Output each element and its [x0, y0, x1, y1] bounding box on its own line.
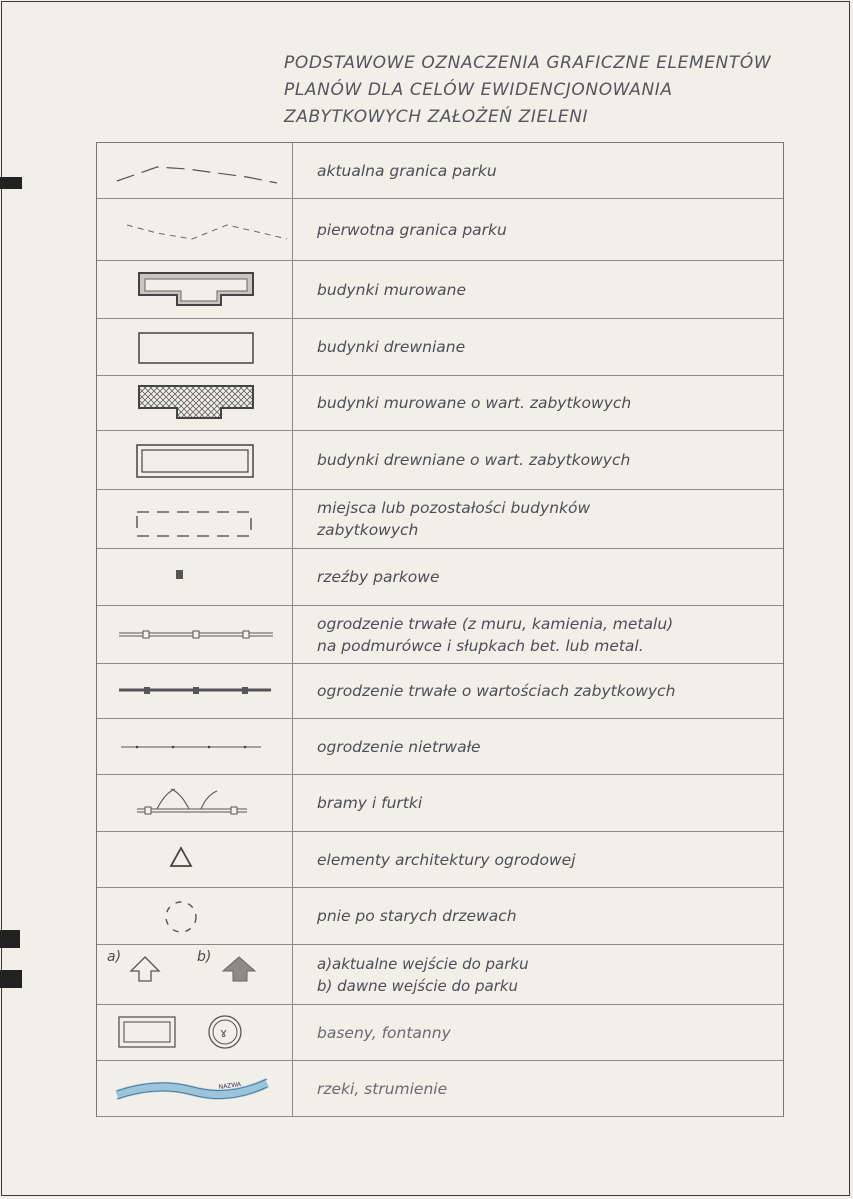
legend-row	[97, 199, 783, 261]
legend-row	[97, 775, 783, 832]
label-b: b)	[197, 949, 212, 965]
legend-description	[293, 279, 466, 301]
scan-mark	[0, 177, 22, 189]
legend-row	[97, 376, 783, 431]
legend-row	[97, 888, 783, 945]
legend-text: a)aktualne wejście do parku	[317, 954, 529, 973]
legend-text: b) dawne wejście do parku	[317, 976, 519, 995]
legend-text: budynki drewniane	[317, 338, 466, 356]
legend-text: aktualna granica parku	[317, 161, 497, 180]
legend-description	[293, 497, 590, 541]
legend-text: ogrodzenie trwałe (z muru, kamienia, metalu)	[317, 614, 674, 633]
legend-row	[97, 490, 783, 549]
legend-text: zabytkowych	[317, 521, 419, 539]
title-line-2: PLANÓW DLA CELÓW EWIDENCJONOWANIA	[284, 80, 673, 100]
historic-fence-symbol	[97, 664, 293, 718]
original-boundary-symbol	[97, 199, 293, 260]
legend-description	[293, 449, 630, 471]
label-a: a)	[107, 949, 122, 965]
legend-description	[293, 566, 440, 588]
legend-text: baseny, fontanny	[317, 1023, 451, 1042]
legend-row	[97, 1061, 783, 1117]
legend-description	[293, 736, 481, 758]
page-title	[284, 50, 844, 131]
svg-text:ɤ: ɤ	[220, 1026, 228, 1040]
legend-description	[293, 953, 529, 997]
legend-description	[293, 680, 675, 702]
legend-row	[97, 549, 783, 606]
legend-text: budynki drewniane o wart. zabytkowych	[317, 451, 631, 469]
legend-row	[97, 319, 783, 376]
legend-text: na podmurówce i słupkach bet. lub metal.	[317, 636, 644, 655]
sculpture-symbol	[97, 549, 293, 605]
permanent-fence-symbol	[97, 606, 293, 663]
garden-architecture-symbol	[97, 832, 293, 887]
legend-row	[97, 1005, 783, 1061]
title-line-3: ZABYTKOWYCH ZAŁOŻEŃ ZIELENI	[284, 107, 589, 127]
legend-text: bramy i furtki	[317, 794, 423, 812]
former-entrance-arrow-icon	[223, 957, 255, 981]
river-name-label: NAZWA	[218, 1080, 242, 1091]
legend-row	[97, 945, 783, 1005]
legend-description	[293, 219, 507, 241]
legend-description	[293, 905, 517, 927]
historic-wooden-building-symbol	[97, 431, 293, 489]
legend-text: rzeźby parkowe	[317, 568, 440, 586]
legend-description	[293, 1022, 451, 1044]
legend-text: miejsca lub pozostałości budynków	[317, 499, 591, 517]
gates-symbol	[97, 775, 293, 831]
legend-text: ogrodzenie nietrwałe	[317, 737, 481, 756]
legend-row	[97, 143, 783, 199]
legend-text: budynki murowane	[317, 280, 467, 299]
historic-masonry-building-symbol	[97, 376, 293, 430]
legend-description	[293, 392, 631, 414]
title-line-1: PODSTAWOWE OZNACZENIA GRAFICZNE ELEMENTÓW	[284, 53, 772, 73]
stumps-symbol	[97, 888, 293, 944]
legend-description	[293, 160, 497, 182]
wooden-building-symbol	[97, 319, 293, 375]
scan-mark	[0, 970, 22, 988]
legend-text: budynki murowane o wart. zabytkowych	[317, 394, 632, 412]
legend-description	[293, 1078, 447, 1100]
legend-text: ogrodzenie trwałe o wartościach zabytkowych	[317, 682, 676, 700]
legend-row	[97, 431, 783, 490]
legend-row	[97, 719, 783, 775]
legend-text: rzeki, strumienie	[317, 1079, 448, 1098]
legend-text: pierwotna granica parku	[317, 220, 507, 239]
temporary-fence-symbol	[97, 719, 293, 774]
scan-mark	[0, 930, 20, 948]
legend-description	[293, 792, 422, 814]
building-remains-symbol	[97, 490, 293, 548]
legend-text: elementy architektury ogrodowej	[317, 850, 576, 869]
legend-table	[96, 142, 784, 1117]
legend-description	[293, 336, 465, 358]
rivers-symbol	[97, 1061, 293, 1116]
legend-row	[97, 606, 783, 664]
masonry-building-symbol	[97, 261, 293, 318]
legend-row	[97, 261, 783, 319]
legend-description	[293, 849, 576, 871]
legend-row	[97, 664, 783, 719]
current-boundary-symbol	[97, 143, 293, 198]
current-entrance-arrow-icon	[131, 957, 159, 981]
legend-text: pnie po starych drzewach	[317, 907, 517, 925]
entrance-arrows-symbol	[97, 945, 293, 1004]
pools-fountains-symbol	[97, 1005, 293, 1060]
legend-description	[293, 613, 673, 657]
legend-row	[97, 832, 783, 888]
